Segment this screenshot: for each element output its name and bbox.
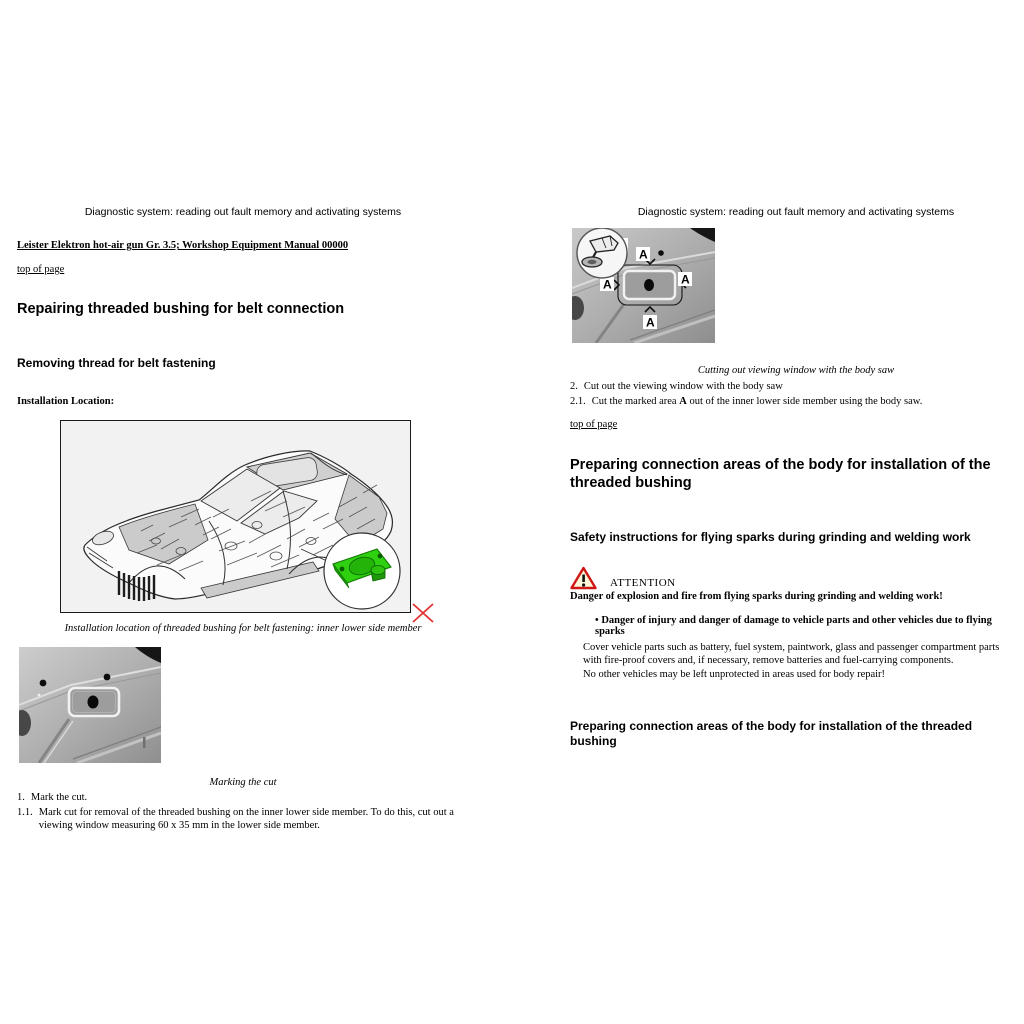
step-2-number: 2. [570,381,578,392]
area-a-reference: A [679,396,687,407]
attention-notice [570,566,676,590]
body-saw-callout [577,228,627,278]
heading-preparing-connection-areas-sub: Preparing connection areas of the body for installation of the threaded bushing [570,719,973,748]
equipment-manual-link[interactable]: Leister Elektron hot-air gun Gr. 3.5; Workshop Equipment Manual 00000 [17,240,349,251]
center-hole [88,696,99,709]
red-x-mark [411,602,435,624]
step-1-1 [17,806,464,832]
attention-label: ATTENTION [610,577,676,589]
step-2 [570,380,1022,393]
step-2-1-number: 2.1. [570,396,586,407]
cover-parts-paragraph: Cover vehicle parts such as battery, fuel system, paintwork, glass and passenger compartment parts with fire-proof covers and, if necessary, remove batteries and fuel-carrying components. [583,642,1000,667]
cutting-window-caption: Cutting out viewing window with the body saw [697,365,895,376]
bolt-hole-left [40,680,47,687]
car-figure-caption: Installation location of threaded bushing for belt fastening: inner lower side member [64,623,422,634]
warning-triangle-icon [570,566,597,590]
step-1-text: Mark the cut. [30,792,88,803]
a-label: A [603,277,612,292]
right-column-header: Diagnostic system: reading out fault memory and activating systems [637,206,955,218]
center-hole [644,279,654,291]
marking-cut-caption: Marking the cut [209,777,277,788]
installation-location-label: Installation Location: [17,396,115,407]
step-1-1-text: Mark cut for removal of the threaded bushing on the inner lower side member. To do this, cut out a viewing window measuring 60 x 35 mm in the lower side member. [38,807,454,831]
heading-safety-instructions: Safety instructions for flying sparks during grinding and welding work [570,530,971,544]
car-body-figure [60,420,411,613]
car-body-drawing [61,421,410,612]
top-of-page-link-left[interactable]: top of page [17,264,65,275]
a-label: A [646,315,655,330]
step-1-1-number: 1.1. [17,807,33,818]
marking-cut-photo [19,647,161,763]
bushing-callout [324,533,400,609]
heading-preparing-connection-areas: Preparing connection areas of the body for installation of the threaded bushing [570,457,991,491]
a-label: A [639,247,648,262]
danger-heading: Danger of explosion and fire from flying sparks during grinding and welding work! [570,591,943,602]
step-2-text: Cut out the viewing window with the body saw [583,381,783,392]
bolt-hole-right [104,674,111,681]
left-column-header: Diagnostic system: reading out fault memory and activating systems [84,206,402,218]
a-label: A [681,272,690,287]
step-2-1-text: Cut the marked area A out of the inner lower side member using the body saw. [591,396,923,407]
step-1-number: 1. [17,792,25,803]
step-1 [17,791,487,804]
heading-removing-thread: Removing thread for belt fastening [17,356,216,370]
danger-bullet-item: • Danger of injury and danger of damage to vehicle parts and other vehicles due to flying sparks [595,615,1020,637]
cutting-window-photo [572,228,715,343]
no-vehicles-paragraph: No other vehicles may be left unprotected in areas used for body repair! [583,669,886,680]
step-2-1 [570,395,1022,408]
top-of-page-link-right[interactable]: top of page [570,419,618,430]
heading-repairing-threaded-bushing: Repairing threaded bushing for belt connection [17,301,345,317]
